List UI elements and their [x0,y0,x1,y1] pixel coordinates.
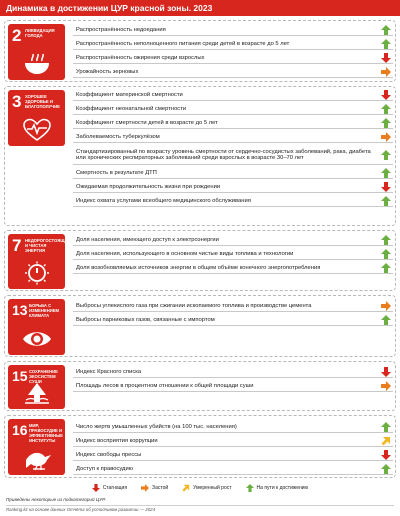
sdg-section-goal-15 [4,361,396,411]
indicator-row [73,450,393,461]
indicator-row [73,67,393,78]
goal-number: 2 [12,26,22,45]
sdg-section-goal-7 [4,230,396,291]
legend-arrow-icon [141,484,149,492]
trend-arrow-icon-stagnation [379,90,393,101]
legend-item-stagnation [92,484,127,492]
indicator-label: Распространённость неполноценного питания среди детей в возрасте до 5 лет [76,41,290,47]
indicator-label: Индекс Красного списка [76,369,142,375]
indicator-label: Число жертв умышленных убийств (на 100 тыс. населения) [76,424,237,430]
trend-arrow-icon-stagnation [379,182,393,193]
indicator-row [73,118,393,129]
indicator-label: Ожидаемая продолжительность жизни при рождении [76,184,221,190]
trend-arrow-icon-stop [379,67,393,78]
indicator-row [73,301,393,312]
indicator-label: Стандартизированный по возрасту уровень смертности от сердечно-сосудистых заболеваний, рака, диабета или хронических респираторных заболеваний среди взрослых в возрасте 30–70 лет [76,149,371,161]
indicator-row [73,168,393,179]
trend-arrow-icon-stagnation [379,367,393,378]
legend-arrow-icon [246,484,254,492]
indicator-row [73,25,393,36]
goal-label: ХОРОШЕЕ ЗДОРОВЬЕ И БЛАГОПОЛУЧИЕ [25,94,60,109]
heartbeat-icon [21,118,53,142]
goal-number: 13 [12,302,28,318]
trend-arrow-icon-stagnation [379,53,393,64]
indicator-label: Индекс восприятия коррупции [76,438,158,444]
goal-tile-16 [8,419,65,475]
trend-arrow-icon-on-track [379,25,393,36]
trend-arrow-icon-on-track [379,118,393,129]
sdg-section-goal-13 [4,295,396,357]
goal-label: БОРЬБА С ИЗМЕНЕНИЕМ КЛИМАТА [29,303,60,318]
indicator-row [73,53,393,64]
indicator-row [73,235,393,246]
trend-arrow-icon-stagnation [379,450,393,461]
sdg-section-goal-16 [4,415,396,478]
indicator-label: Индекс свободы прессы [76,452,142,458]
trend-arrow-icon-on-track [379,150,393,161]
indicator-row [73,132,393,143]
legend-label: Умеренный рост [193,485,232,491]
indicator-row [73,196,393,207]
indicator-row [73,367,393,378]
footnote: Приведены некоторые из подкатегорий ЦУР. [6,497,106,502]
trend-arrow-icon-on-track [379,168,393,179]
indicator-label: Урожайность зерновых [76,69,139,75]
trend-arrow-icon-on-track [379,196,393,207]
indicator-row [73,464,393,475]
legend [0,482,400,494]
indicator-row [73,249,393,260]
indicator-row [73,315,393,326]
legend-arrow-icon [182,484,190,492]
indicator-label: Площадь лесов в процентном отношении к общей площади суши [76,383,254,389]
goal-number: 7 [12,236,22,255]
bowl-icon [21,52,53,76]
indicator-label: Коэффициент материнской смертности [76,92,183,98]
trend-arrow-icon-on-track [379,464,393,475]
legend-label: Стагнация [102,485,128,491]
goal-number: 16 [12,422,28,438]
indicator-label: Доля населения, использующего в основном чистые виды топлива и технологии [76,251,294,257]
sun-power-icon [21,261,53,285]
trend-arrow-icon-stop [379,301,393,312]
trend-arrow-icon-on-track [379,39,393,50]
indicator-label: Доля населения, имеющего доступ к электроэнергии [76,237,219,243]
indicator-row [73,422,393,433]
indicator-label: Доля возобновляемых источников энергии в общем объёме конечного энергопотребления [76,265,321,271]
legend-arrow-icon [92,484,100,492]
indicator-label: Смертность в результате ДТП [76,170,157,176]
goal-tile-3 [8,90,65,146]
page-title: Динамика в достижении ЦУР красной зоны. 2023 [0,0,400,16]
legend-item-stop [141,484,168,492]
indicator-row [73,182,393,193]
legend-item-on-track [246,484,309,492]
indicator-label: Распространённость ожирения среди взрослых [76,55,205,61]
eye-globe-icon [21,327,53,351]
goal-label: МИР, ПРАВОСУДИЕ И ЭФФЕКТИВНЫЕ ИНСТИТУТЫ [29,423,63,443]
indicator-row [73,381,393,392]
trend-arrow-icon-on-track [379,104,393,115]
sdg-section-goal-2 [4,20,396,82]
goal-number: 15 [12,368,28,384]
indicator-row [73,104,393,115]
indicator-label: Выбросы углекислого газа при сжигании ископаемого топлива и производстве цемента [76,303,312,309]
goal-label: ЛИКВИДАЦИЯ ГОЛОДА [25,28,55,38]
indicator-row [73,436,393,447]
tree-icon [21,381,53,405]
trend-arrow-icon-on-track [379,422,393,433]
indicator-label: Распространённость недоедания [76,27,166,33]
trend-arrow-icon-stop [379,381,393,392]
legend-item-moderate [182,484,231,492]
trend-arrow-icon-on-track [379,249,393,260]
indicator-label: Коэффициент неонатальной смертности [76,106,187,112]
indicator-label: Коэффициент смертности детей в возрасте до 5 лет [76,120,218,126]
indicator-label: Заболеваемость туберкулёзом [76,134,160,140]
dove-icon [21,447,53,471]
indicator-row [73,39,393,50]
goal-tile-7 [8,234,71,289]
goal-label: СОХРАНЕНИЕ ЭКОСИСТЕМ СУШИ [29,369,58,384]
footer-divider [6,505,394,506]
sdg-section-goal-3 [4,86,396,226]
legend-label: Застой [152,485,169,491]
trend-arrow-icon-moderate [379,436,393,447]
goal-tile-2 [8,24,65,80]
source-note: Ranking.kz на основе данных Отчёта об устойчивом развитии — 2024 [6,507,156,512]
goal-number: 3 [12,92,22,111]
goal-tile-13 [8,299,65,355]
trend-arrow-icon-stop [379,132,393,143]
indicator-row [73,263,393,274]
trend-arrow-icon-on-track [379,315,393,326]
legend-label: На пути к достижению [256,485,309,491]
indicator-row [73,90,393,101]
trend-arrow-icon-on-track [379,235,393,246]
indicator-label: Индекс охвата услугами всеобщего медицинского обслуживания [76,198,251,204]
goal-label: НЕДОРОГОСТОЯЩАЯ И ЧИСТАЯ ЭНЕРГИЯ [25,238,71,253]
goal-tile-15 [8,365,65,409]
indicator-row [73,146,393,165]
indicator-label: Выбросы парниковых газов, связанные с импортом [76,317,215,323]
indicator-label: Доступ к правосудию [76,466,134,472]
trend-arrow-icon-on-track [379,263,393,274]
